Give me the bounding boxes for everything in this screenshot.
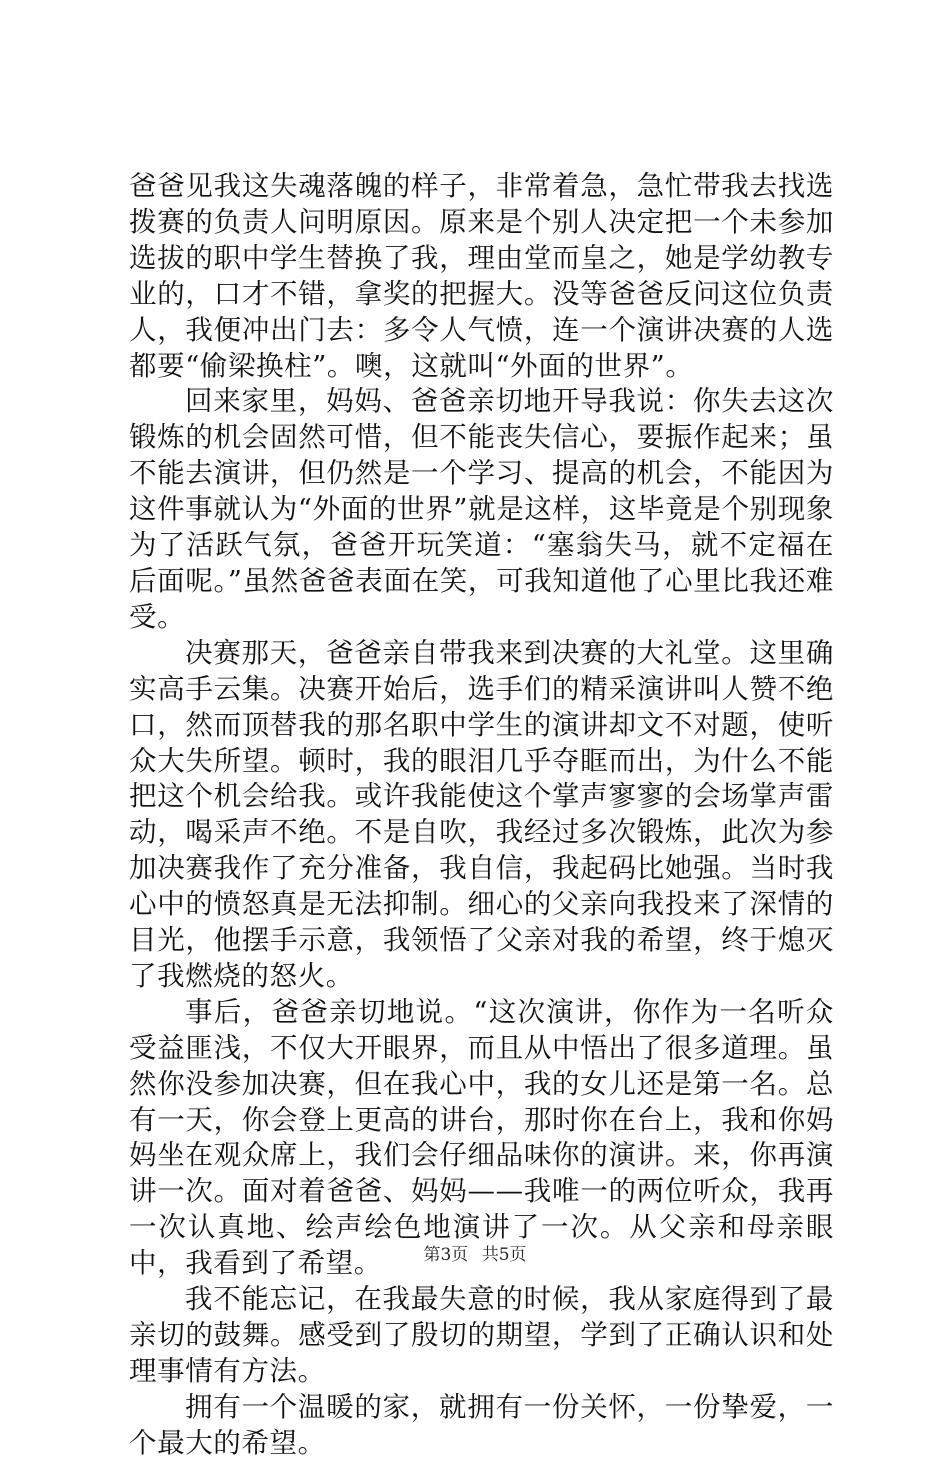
paragraph-4: 事后，爸爸亲切地说。“这次演讲，你作为一名听众受益匪浅，不仅大开眼界，而且从中悟出了很多道理。虽然你没参加决赛，但在我心中，我的女儿还是第一名。总有一天，你会登上更高的讲台，那时你在台上，我和你妈妈坐在观众席上，我们会仔细品味你的演讲。来，你再演讲一次。面对着爸爸、妈妈——我唯一的两位听众，我再一次认真地、绘声绘色地演讲了一次。从父亲和母亲眼中，我看到了希望。 <box>129 995 834 1280</box>
paragraph-2: 回来家里，妈妈、爸爸亲切地开导我说：你失去这次锻炼的机会固然可惜，但不能丧失信心，要振作起来；虽不能去演讲，但仍然是一个学习、提高的机会，不能因为这件事就认为“外面的世界”就是这样，这毕竟是个别现象为了活跃气氛，爸爸开玩笑道：“塞翁失马，就不定福在后面呢。”虽然爸爸表面在笑，可我知道他了心里比我还难受。 <box>129 385 834 633</box>
paragraph-6: 拥有一个温暖的家，就拥有一份关怀，一份挚爱，一个最大的希望。 <box>129 1390 834 1459</box>
paragraph-1: 爸爸见我这失魂落魄的样子，非常着急，急忙带我去找选拨赛的负责人问明原因。原来是个别人决定把一个未参加选拔的职中学生替换了我，理由堂而皇之，她是学幼教专业的，口才不错，拿奖的把握大。没等爸爸反问这位负责人，我便冲出门去：多令人气愤，连一个演讲决赛的人选都要“偷梁换柱”。噢，这就叫“外面的世界”。 <box>129 170 834 382</box>
page-total: 共5页 <box>481 1245 527 1265</box>
paragraph-5: 我不能忘记，在我最失意的时候，我从家庭得到了最亲切的鼓舞。感受到了殷切的期望，学到了正确认识和处理事情有方法。 <box>129 1283 834 1387</box>
paragraph-3: 决赛那天，爸爸亲自带我来到决赛的大礼堂。这里确实高手云集。决赛开始后，选手们的精采演讲叫人赞不绝口，然而顶替我的那名职中学生的演讲却文不对题，使听众大失所望。顿时，我的眼泪几乎夺眶而出，为什么不能把这个机会给我。或许我能使这个掌声寥寥的会场掌声雷动，喝采声不绝。不是自吹，我经过多次锻炼，此次为参加决赛我作了充分准备，我自信，我起码比她强。当时我心中的愤怒真是无法抑制。细心的父亲向我投来了深情的目光，他摆手示意，我领悟了父亲对我的希望，终于熄灭了我燃烧的怒火。 <box>129 636 834 992</box>
page-number: 第3页 <box>423 1245 469 1265</box>
document-body <box>129 169 834 1462</box>
page-footer <box>0 1244 950 1266</box>
